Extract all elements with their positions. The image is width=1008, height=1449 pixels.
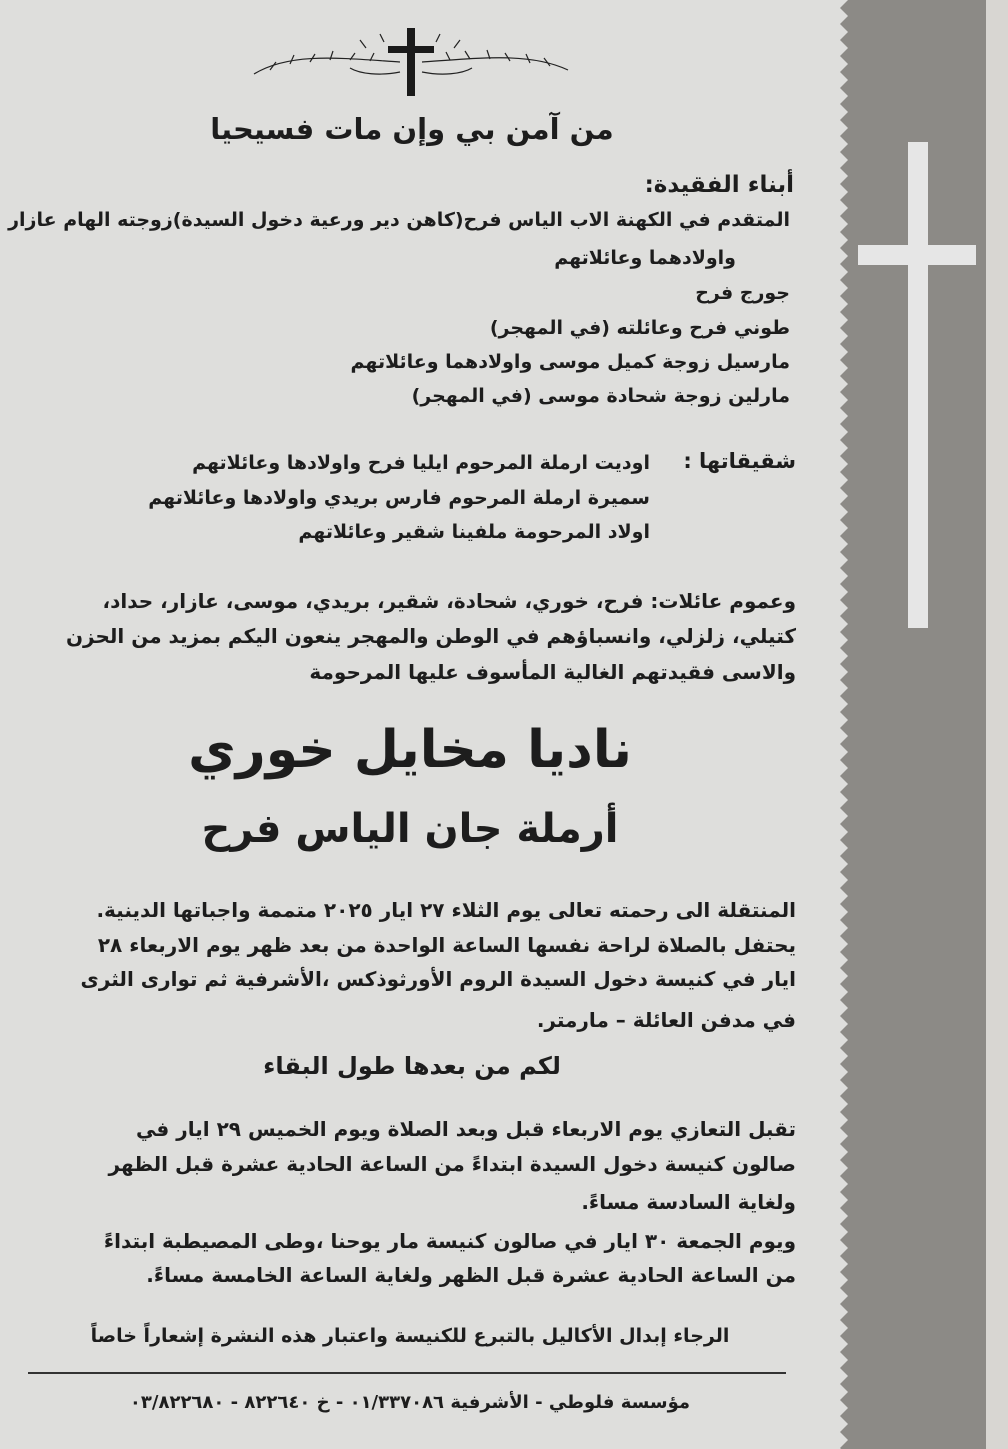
footer-divider bbox=[28, 1372, 786, 1374]
band-outer-edge bbox=[986, 0, 1008, 1449]
child-line-6: مارلين زوجة شحادة موسى (في المهجر) bbox=[411, 385, 790, 407]
condolence-line-1: تقبل التعازي يوم الاربعاء قبل وبعد الصلاة ويوم الخميس ٢٩ ايار في bbox=[135, 1117, 796, 1141]
child-line-5: مارسيل زوجة كميل موسى واولادهما وعائلاتهم bbox=[350, 351, 790, 373]
families-line-3: والاسى فقيدتهم الغالية المأسوف عليها المرحومة bbox=[309, 660, 796, 684]
condolence-wish: لكم من بعدها طول البقاء bbox=[263, 1052, 561, 1080]
funeral-line-1: المنتقلة الى رحمته تعالى يوم الثلاء ٢٧ ايار ٢٠٢٥ متممة واجباتها الدينية. bbox=[96, 898, 796, 922]
condolence-line-2: صالون كنيسة دخول السيدة ابتداءً من الساعة الحادية عشرة قبل الظهر bbox=[108, 1152, 796, 1176]
child-line-2: واولادهما وعائلاتهم bbox=[554, 247, 736, 269]
widow-of: أرملة جان الياس فرح bbox=[201, 806, 619, 852]
wreath-note: الرجاء إبدال الأكاليل بالتبرع للكنيسة واعتبار هذه النشرة إشعاراً خاصاً bbox=[90, 1325, 730, 1347]
condolence-line-5: من الساعة الحادية عشرة قبل الظهر ولغاية الساعة الخامسة مساءً. bbox=[146, 1263, 796, 1287]
child-line-3: جورج فرح bbox=[695, 282, 790, 304]
child-line-1: المتقدم في الكهنة الاب الياس فرح(كاهن دير ورعية دخول السيدة)زوجته الهام عازار bbox=[8, 209, 790, 231]
cross-ornament-icon bbox=[250, 22, 572, 100]
condolence-line-4: ويوم الجمعة ٣٠ ايار في صالون كنيسة مار يوحنا ،وطى المصيطبة ابتداءً bbox=[103, 1229, 796, 1253]
funeral-line-3: ايار في كنيسة دخول السيدة الروم الأورثوذكس ،الأشرفية ثم توارى الثرى bbox=[80, 967, 796, 991]
sister-line-1: اوديت ارملة المرحوم ايليا فرح واولادها وعائلاتهم bbox=[192, 452, 650, 474]
footer-publisher: مؤسسة فلوطي - الأشرفية ٠١/٣٣٧٠٨٦ - خ ٨٢٢٦٤٠ - ٠٣/٨٢٢٦٨٠ bbox=[129, 1392, 691, 1413]
children-heading: أبناء الفقيدة: bbox=[644, 172, 794, 198]
condolence-line-3: ولغاية السادسة مساءً. bbox=[581, 1190, 796, 1214]
cross-icon-bar bbox=[858, 245, 976, 265]
funeral-line-2: يحتفل بالصلاة لراحة نفسها الساعة الواحدة من بعد ظهر يوم الاربعاء ٢٨ bbox=[97, 933, 796, 957]
sister-line-2: سميرة ارملة المرحوم فارس بريدي واولادها وعائلاتهم bbox=[148, 487, 650, 509]
funeral-line-4: في مدفن العائلة – مارمتر. bbox=[536, 1008, 796, 1032]
deceased-name: ناديا مخايل خوري bbox=[188, 720, 632, 780]
sister-line-3: اولاد المرحومة ملفينا شقير وعائلاتهم bbox=[298, 521, 650, 543]
verse-title: من آمن بي وإن مات فسيحيا bbox=[210, 112, 614, 146]
side-band bbox=[848, 0, 1008, 1449]
families-line-2: كتيلي، زلزلي، وانسباؤهم في الوطن والمهجر ينعون اليكم بمزيد من الحزن bbox=[65, 624, 796, 648]
child-line-4: طوني فرح وعائلته (في المهجر) bbox=[489, 317, 790, 339]
families-line-1: وعموم عائلات: فرح، خوري، شحادة، شقير، بريدي، موسى، عازار، حداد، bbox=[102, 589, 796, 613]
cross-icon bbox=[908, 142, 928, 628]
sisters-heading: شقيقاتها : bbox=[683, 449, 796, 473]
band-zigzag-border bbox=[836, 0, 860, 1449]
